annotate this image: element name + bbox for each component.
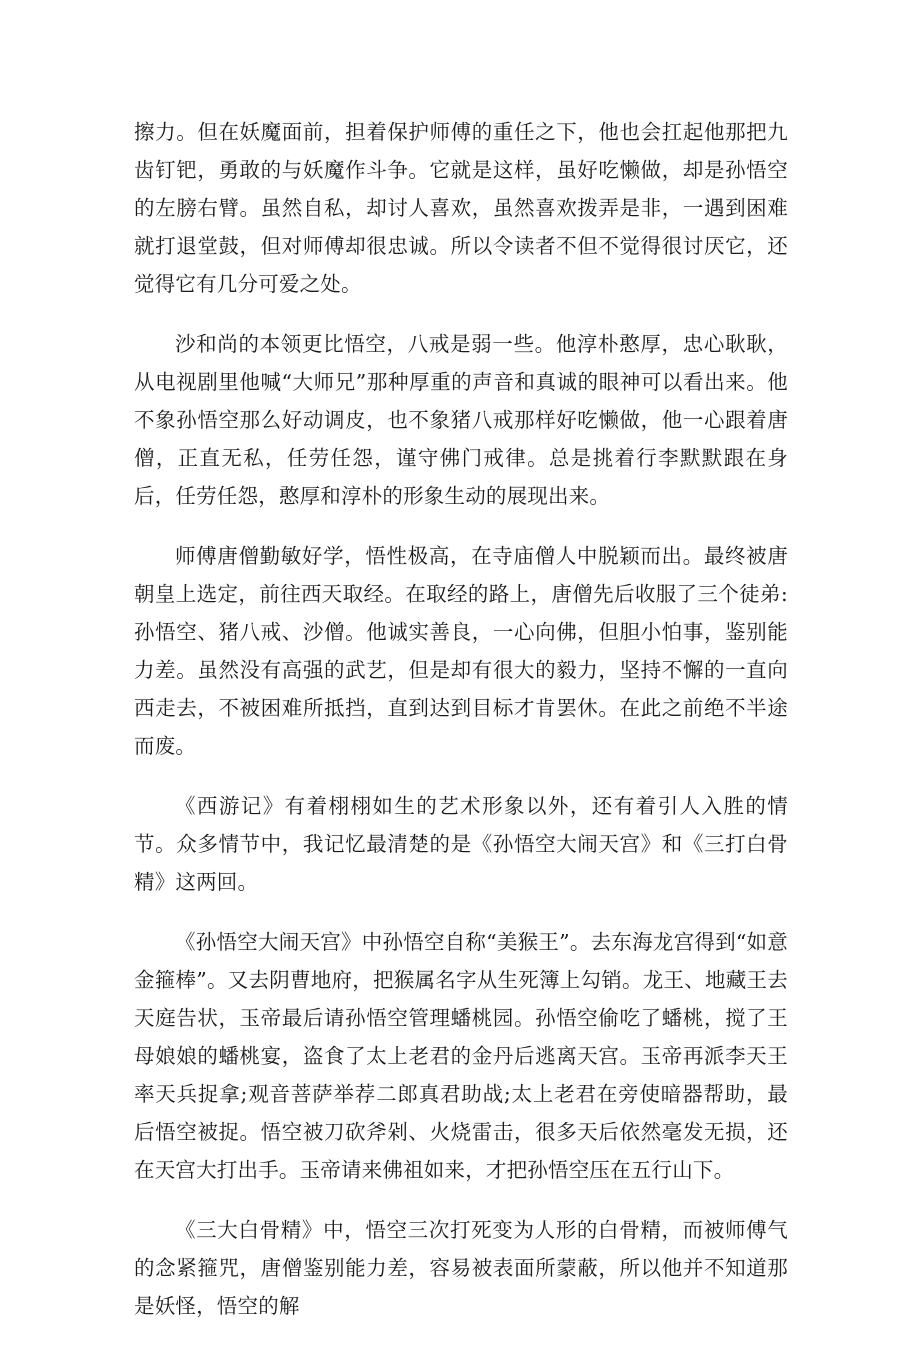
paragraph-havoc-in-heaven: 《孙悟空大闹天宫》中孙悟空自称“美猴王”。去东海龙宫得到“如意金箍棒”。又去阴曹地府，把猴属名字从生死簿上勾销。龙王、地藏王去天庭告状，玉帝最后请孙悟空管理蟠桃园。孙悟空偷吃了蟠桃，搅了王母娘娘的蟠桃宴，盗食了太上老君的金丹后逃离天宫。玉帝再派李天王率天兵捉拿;观音菩萨举荐二郎真君助战;太上老君在旁使暗器帮助，最后悟空被捉。悟空被刀砍斧剁、火烧雷击，很多天后依然毫发无损，还在天宫大打出手。玉帝请来佛祖如来，才把孙悟空压在五行山下。 [134, 930, 788, 1182]
paragraph-sha-heshang: 沙和尚的本领更比悟空，八戒是弱一些。他淳朴憨厚，忠心耿耿，从电视剧里他喊“大师兄”那种厚重的声音和真诚的眼神可以看出来。他不象孙悟空那么好动调皮，也不象猪八戒那样好吃懒做，他一心跟着唐僧，正直无私，任劳任怨，谨守佛门戒律。总是挑着行李默默跟在身后，任劳任怨，憨厚和淳朴的形象生动的展现出来。 [134, 332, 788, 508]
document-body [134, 113, 788, 1347]
paragraph-tang-seng: 师傅唐僧勤敏好学，悟性极高，在寺庙僧人中脱颖而出。最终被唐朝皇上选定，前往西天取经。在取经的路上，唐僧先后收服了三个徒弟:孙悟空、猪八戒、沙僧。他诚实善良，一心向佛，但胆小怕事，鉴别能力差。虽然没有高强的武艺，但是却有很大的毅力，坚持不懈的一直向西走去，不被困难所抵挡，直到达到目标才肯罢休。在此之前绝不半途而废。 [134, 544, 788, 758]
paragraph-white-bone-demon: 《三大白骨精》中，悟空三次打死变为人形的白骨精，而被师傅气的念紧箍咒，唐僧鉴别能力差，容易被表面所蒙蔽，所以他并不知道那是妖怪，悟空的解 [134, 1218, 788, 1318]
paragraph-zhu-bajie-continued: 擦力。但在妖魔面前，担着保护师傅的重任之下，他也会扛起他那把九齿钉钯，勇敢的与妖魔作斗争。它就是这样，虽好吃懒做，却是孙悟空的左膀右臂。虽然自私，却讨人喜欢，虽然喜欢拨弄是非，一遇到困难就打退堂鼓，但对师傅却很忠诚。所以令读者不但不觉得很讨厌它，还觉得它有几分可爱之处。 [134, 120, 788, 296]
paragraph-plot-intro: 《西游记》有着栩栩如生的艺术形象以外，还有着引人入胜的情节。众多情节中，我记忆最清楚的是《孙悟空大闹天宫》和《三打白骨精》这两回。 [134, 794, 788, 894]
